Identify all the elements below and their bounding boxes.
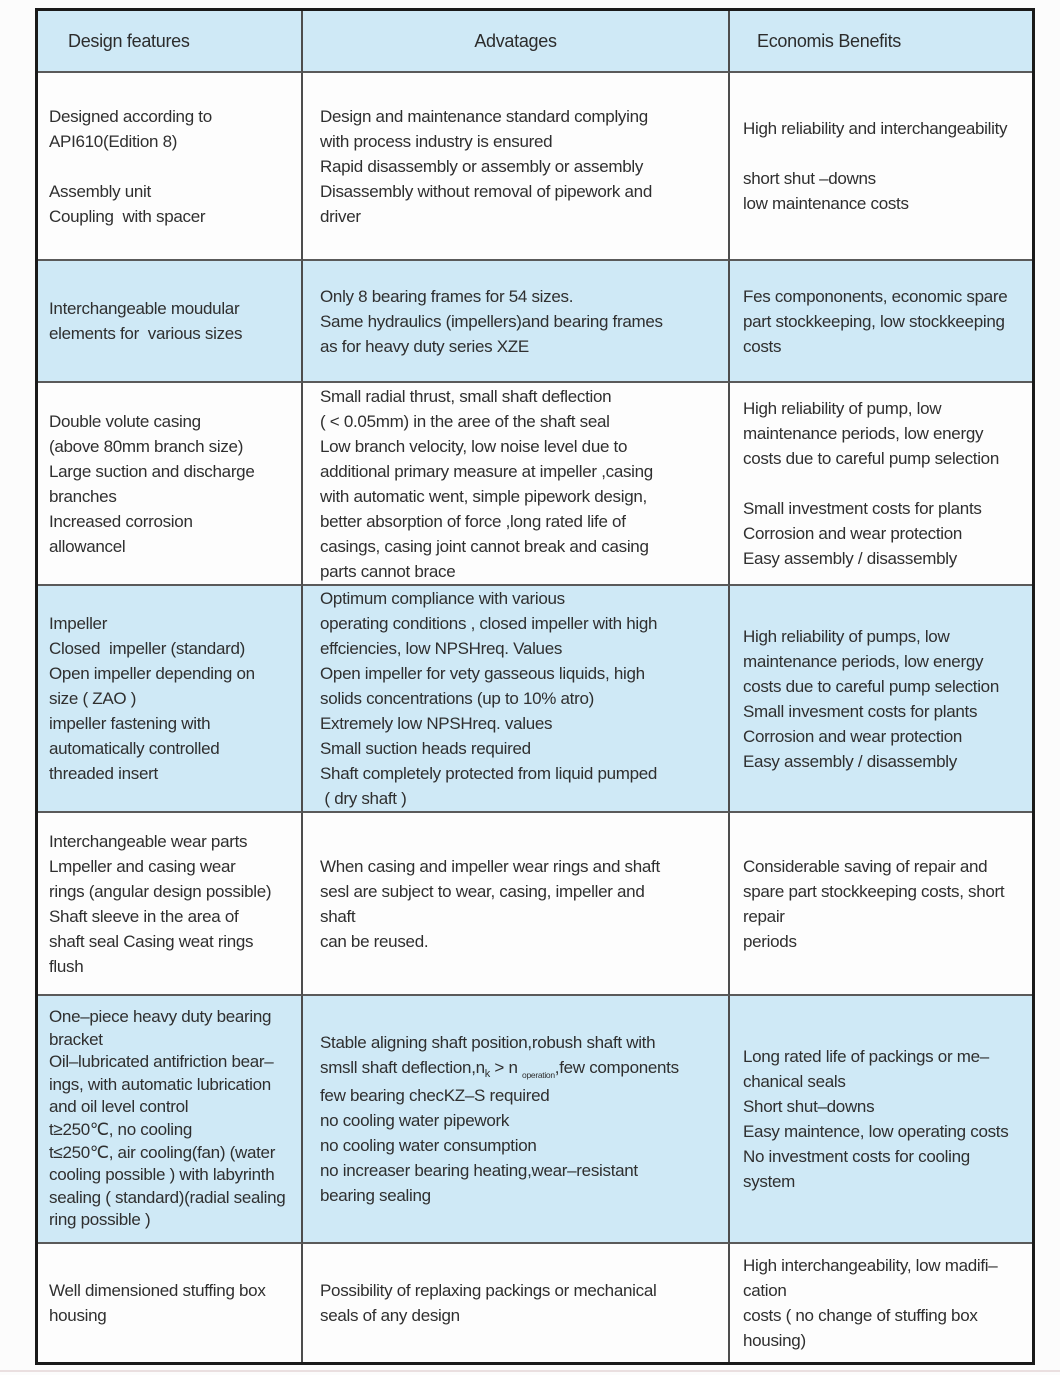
text-line: Open impeller for vety gasseous liquids, high — [320, 664, 645, 683]
cell-row2-advantages — [303, 261, 730, 383]
text-line: Designed according to — [49, 106, 212, 126]
header-economic-benefits: Economis Benefits — [730, 11, 1032, 73]
text-line: Possibility of replaxing packings or mechanical — [320, 1281, 657, 1300]
cell-row1-features — [38, 73, 303, 261]
text-line: t≥250℃, no cooling — [49, 1120, 193, 1139]
text-line: Interchangeable wear parts — [49, 831, 248, 851]
text-line: Open impeller depending on — [49, 664, 255, 683]
text-line: Small suction heads required — [320, 739, 531, 758]
text-line: Lmpeller and casing wear — [49, 856, 236, 876]
text-line: spare part stockkeeping costs, short — [743, 881, 1005, 901]
text-line: ( dry shaft ) — [320, 789, 407, 808]
cell-row1-advantages — [303, 73, 730, 261]
run-text: > n — [489, 1058, 523, 1077]
text-line: Disassembly without removal of pipework and — [320, 181, 652, 201]
text-line: costs ( no change of stuffing box — [743, 1306, 978, 1325]
text-line: flush — [49, 956, 84, 976]
text-line: High interchangeability, low madifi– — [743, 1256, 998, 1275]
text-line: t≤250℃, air cooling(fan) (water — [49, 1142, 276, 1162]
cell-row5-features — [38, 813, 303, 996]
text-line: no increaser bearing heating,wear–resistant — [320, 1161, 638, 1180]
text-line: Considerable saving of repair and — [743, 856, 988, 876]
text-line: High reliability of pump, low — [743, 399, 942, 418]
text-line: effciencies, low NPSHreq. Values — [320, 639, 563, 658]
text-line: Short shut–downs — [743, 1097, 875, 1116]
subscript-text: operation — [522, 1070, 555, 1080]
text-line: low maintenance costs — [743, 194, 909, 213]
text-line: ings, with automatic lubrication — [49, 1074, 271, 1094]
text-line: Oil–lubricated antifriction bear– — [49, 1052, 274, 1072]
text-line: When casing and impeller wear rings and shaft — [320, 856, 660, 876]
text-line: Shaft completely protected from liquid pumped — [320, 764, 658, 783]
text-line: rings (angular design possible) — [49, 881, 272, 901]
text-line: Increased corrosion — [49, 511, 193, 531]
text-line: solids concentrations (up to 10% atro) — [320, 689, 594, 708]
text-line: branches — [49, 486, 117, 506]
text-line: Rapid disassembly or assembly or assembly — [320, 156, 644, 176]
text-line: Easy assembly / disassembly — [743, 549, 957, 568]
text-line: cooling possible ) with labyrinth — [49, 1165, 275, 1185]
header-design-features: Design features — [38, 11, 303, 73]
text-line: maintenance periods, low energy — [743, 424, 984, 443]
text-line — [49, 154, 297, 179]
cell-row3-advantages — [303, 383, 730, 586]
text-line: API610(Edition 8) — [49, 131, 178, 151]
text-line: as for heavy duty series XZE — [320, 336, 529, 356]
cell-row2-benefits — [730, 261, 1032, 383]
text-line: impeller fastening with — [49, 714, 211, 733]
text-line: No investment costs for cooling — [743, 1147, 970, 1166]
text-line: Easy maintence, low operating costs — [743, 1122, 1009, 1141]
text-line: threaded insert — [49, 764, 158, 783]
text-line: Easy assembly / disassembly — [743, 751, 957, 771]
text-line: repair — [743, 906, 785, 926]
text-line: Small radial thrust, small shaft deflection — [320, 386, 612, 406]
text-line: Interchangeable moudular — [49, 299, 240, 318]
text-line: costs due to careful pump selection — [743, 449, 999, 468]
run-text: smsll shaft deflection,n — [320, 1058, 485, 1077]
cell-row6-features — [38, 996, 303, 1244]
text-line: Well dimensioned stuffing box — [49, 1281, 266, 1300]
text-line: operating conditions , closed impeller with high — [320, 614, 658, 633]
text-line: Closed impeller (standard) — [49, 639, 245, 658]
text-line: Shaft sleeve in the area of — [49, 906, 239, 926]
cell-row7-advantages — [303, 1244, 730, 1362]
text-line: bearing sealing — [320, 1186, 431, 1205]
text-line: Low branch velocity, low noise level due to — [320, 436, 628, 456]
text-line — [743, 141, 1030, 166]
text-line: Only 8 bearing frames for 54 sizes. — [320, 286, 574, 306]
cell-row5-advantages — [303, 813, 730, 996]
text-line: system — [743, 1172, 796, 1191]
text-line: can be reused. — [320, 931, 429, 951]
text-line: additional primary measure at impeller ,casing — [320, 461, 653, 481]
text-line: with process industry is ensured — [320, 131, 553, 151]
text-line: periods — [743, 931, 797, 951]
cell-row7-features — [38, 1244, 303, 1362]
text-line: short shut –downs — [743, 169, 876, 188]
cell-row4-benefits — [730, 586, 1032, 813]
text-line: shaft — [320, 906, 356, 926]
text-line: Small investment costs for plants — [743, 499, 982, 518]
text-line: Assembly unit — [49, 181, 151, 201]
text-line: High reliability of pumps, low — [743, 626, 950, 646]
cell-row4-features — [38, 586, 303, 813]
cell-row6-advantages — [303, 996, 730, 1244]
text-line: costs due to careful pump selection — [743, 676, 999, 696]
text-line — [320, 1055, 724, 1083]
text-line: Optimum compliance with various — [320, 589, 565, 608]
text-line: Stable aligning shaft position,robush shaft with — [320, 1033, 656, 1052]
text-line: ( < 0.05mm) in the aree of the shaft seal — [320, 411, 610, 431]
text-line: shaft seal Casing weat rings — [49, 931, 254, 951]
text-line: Coupling with spacer — [49, 206, 206, 226]
text-line: Fes compononents, economic spare — [743, 286, 1008, 306]
text-line: Double volute casing — [49, 411, 201, 431]
page-bottom-edge — [0, 1370, 1060, 1372]
text-line: seals of any design — [320, 1306, 460, 1325]
text-line: Corrosion and wear protection — [743, 524, 963, 543]
text-line: bracket — [49, 1029, 103, 1049]
header-advantages: Advatages — [303, 11, 730, 73]
text-line: Impeller — [49, 614, 108, 633]
text-line: housing) — [743, 1331, 806, 1350]
cell-row2-features — [38, 261, 303, 383]
text-line: automatically controlled — [49, 739, 220, 758]
text-line: with automatic went, simple pipework design, — [320, 486, 647, 506]
text-line: casings, casing joint cannot break and casing — [320, 536, 649, 556]
text-line: sesl are subject to wear, casing, impeller and — [320, 881, 645, 901]
text-line: Same hydraulics (impellers)and bearing frames — [320, 311, 663, 331]
text-line: Extremely low NPSHreq. values — [320, 714, 553, 733]
text-line: sealing ( standard)(radial sealing — [49, 1187, 286, 1207]
text-line: One–piece heavy duty bearing — [49, 1007, 272, 1027]
text-line: costs — [743, 336, 782, 356]
cell-row4-advantages — [303, 586, 730, 813]
text-line: cation — [743, 1281, 787, 1300]
comparison-table — [35, 8, 1035, 1365]
text-line: Large suction and discharge — [49, 461, 255, 481]
cell-row6-benefits — [730, 996, 1032, 1244]
cell-row7-benefits — [730, 1244, 1032, 1362]
text-line: few bearing checKZ–S required — [320, 1086, 550, 1105]
subscript-text: k — [484, 1068, 490, 1080]
text-line: Design and maintenance standard complying — [320, 106, 648, 126]
text-line: and oil level control — [49, 1097, 189, 1117]
text-line: maintenance periods, low energy — [743, 651, 984, 671]
run-text: ,few components — [554, 1058, 679, 1077]
text-line: High reliability and interchangeability — [743, 119, 1008, 138]
text-line: better absorption of force ,long rated life of — [320, 511, 626, 531]
text-line: parts cannot brace — [320, 561, 456, 581]
text-line: Long rated life of packings or me– — [743, 1047, 989, 1066]
cell-row3-features — [38, 383, 303, 586]
text-line: part stockkeeping, low stockkeeping — [743, 311, 1005, 331]
text-line: size ( ZAO ) — [49, 689, 137, 708]
cell-row3-benefits — [730, 383, 1032, 586]
text-line: elements for various sizes — [49, 324, 243, 343]
text-line: housing — [49, 1306, 107, 1325]
text-line — [743, 471, 1030, 496]
text-line: Small invesment costs for plants — [743, 701, 978, 721]
text-line: ring possible ) — [49, 1210, 151, 1230]
text-line: driver — [320, 206, 361, 226]
text-line: chanical seals — [743, 1072, 846, 1091]
text-line: allowancel — [49, 536, 126, 556]
text-line: Corrosion and wear protection — [743, 726, 963, 746]
text-line: no cooling water pipework — [320, 1111, 510, 1130]
text-line: no cooling water consumption — [320, 1136, 537, 1155]
cell-row1-benefits — [730, 73, 1032, 261]
cell-row5-benefits — [730, 813, 1032, 996]
text-line: (above 80mm branch size) — [49, 436, 244, 456]
